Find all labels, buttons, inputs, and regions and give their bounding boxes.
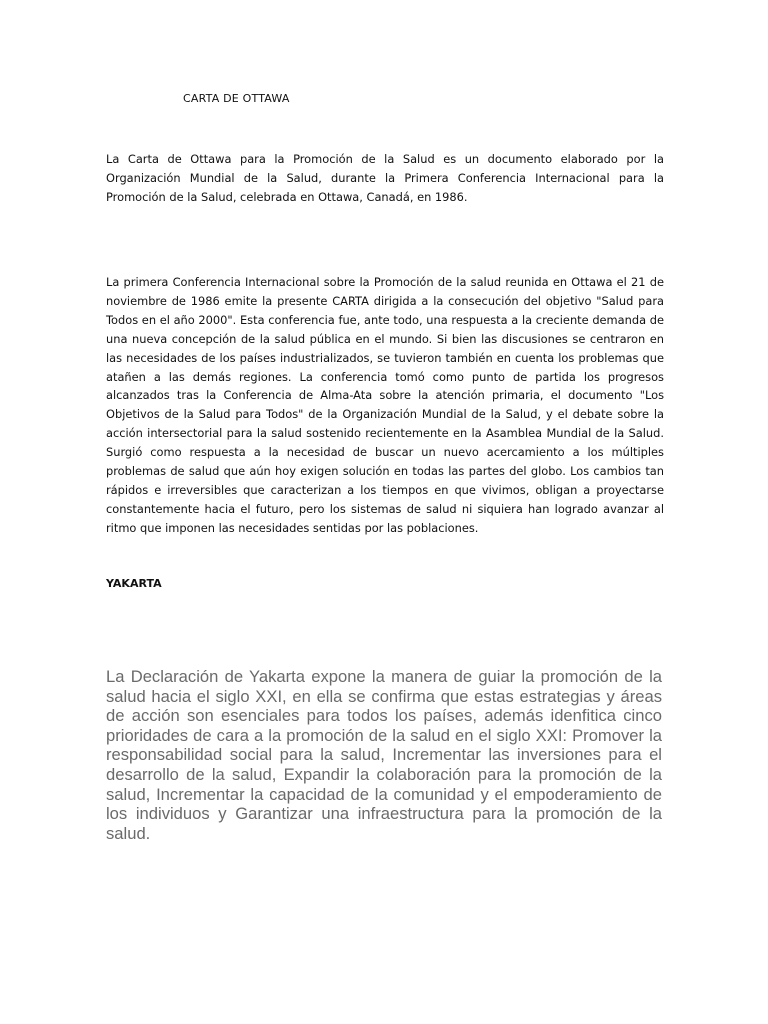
intro-paragraph: La Carta de Ottawa para la Promoción de la Salud es un documento elaborado por la Organización Mundial de la Salud, durante la Primera Conferencia Internacional para la Promoción de la Salud, celebrada en Ottawa, Canadá, en 1986. [106, 152, 664, 204]
conference-paragraph: La primera Conferencia Internacional sobre la Promoción de la salud reunida en Ottawa el 21 de noviembre de 1986 emite la presente CARTA dirigida a la consecución del objetivo "Salud para Todos en el año 2000". Esta conferencia fue, ante todo, una respuesta a la creciente demanda de una nueva concepción de la salud pública en el mundo. Si bien las discusiones se centraron en las necesidades de los países industrializados, se tuvieron también en cuenta los problemas que atañen a las demás regiones. La conferencia tomó como punto de partida los progresos alcanzados tras la Conferencia de Alma-Ata sobre la atención primaria, el documento "Los Objetivos de la Salud para Todos" de la Organización Mundial de la Salud, y el debate sobre la acción intersectorial para la salud sostenido recientemente en la Asamblea Mundial de la Salud. Surgió como respuesta a la necesidad de buscar un nuevo acercamiento a los múltiples problemas de salud que aún hoy exigen solución en todas las partes del globo. Los cambios tan rápidos e irreversibles que caracterizan a los tiempos en que vivimos, obligan a proyectarse constantemente hacia el futuro, pero los sistemas de salud ni siquiera han logrado avanzar al ritmo que imponen las necesidades sentidas por las poblaciones. [106, 275, 664, 535]
yakarta-paragraph: La Declaración de Yakarta expone la manera de guiar la promoción de la salud hacia el siglo XXI, en ella se confirma que estas estrategias y áreas de acción son esenciales para todos los países, además idenfitica cinco prioridades de cara a la promoción de la salud en el siglo XXI: Promover la responsabilidad social para la salud, Incrementar las inversiones para el desarrollo de la salud, Expandir la colaboración para la promoción de la salud, Incrementar la capacidad de la comunidad y el empoderamiento de los individuos y Garantizar una infraestructura para la promoción de la salud. [106, 667, 662, 843]
document-title: CARTA DE OTTAWA [183, 92, 290, 105]
section-heading-yakarta: YAKARTA [106, 577, 162, 590]
